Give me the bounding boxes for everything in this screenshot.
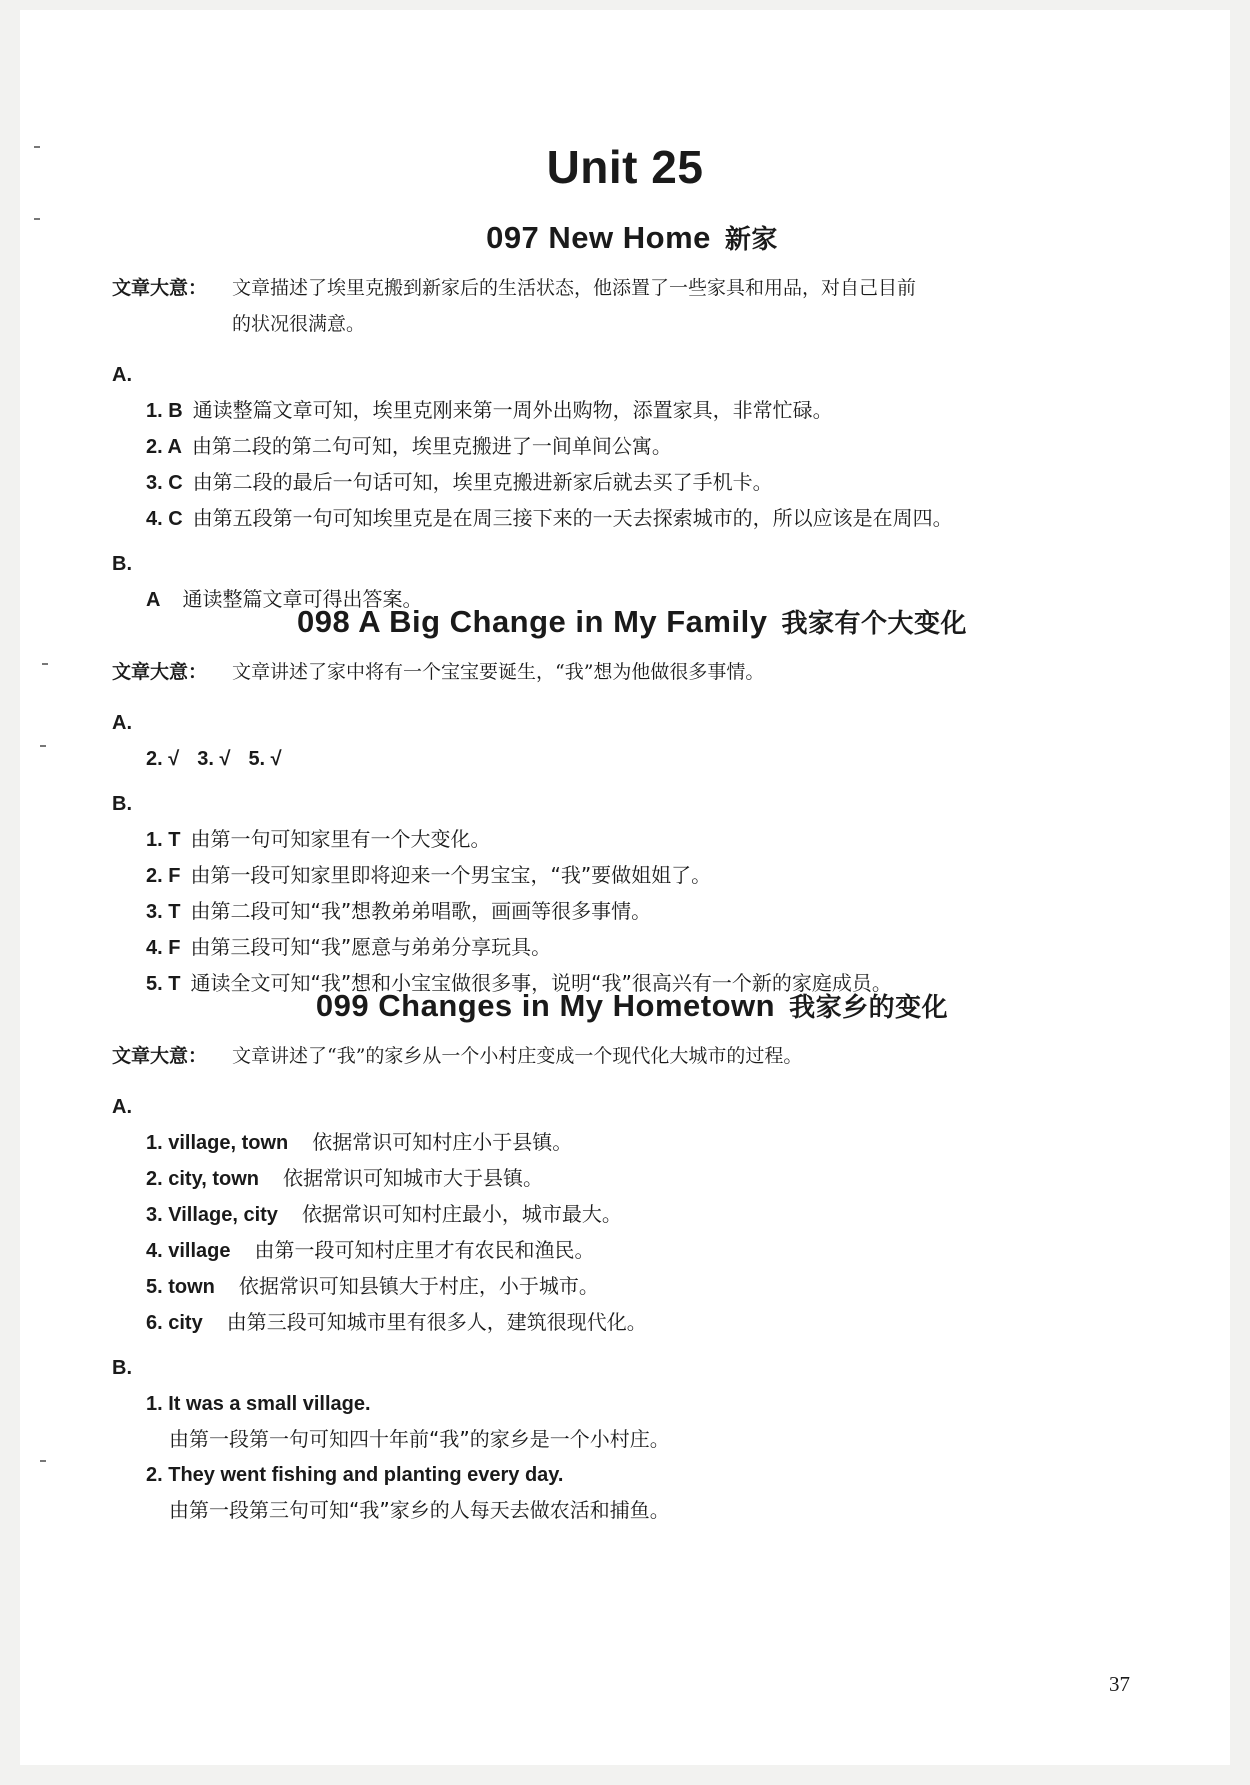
section-title-en: 099 Changes in My Hometown <box>315 988 776 1023</box>
answer-key: 2. A <box>146 436 182 458</box>
section-098 <box>112 600 1152 1002</box>
unit-title: Unit 25 <box>546 141 704 193</box>
answer-explanation: 由第三段可知“我”愿意与弟弟分享玩具。 <box>190 935 552 959</box>
answer-key: 1. village, town <box>146 1132 289 1154</box>
part-label: A. <box>112 712 132 734</box>
answer-item <box>112 1161 1152 1197</box>
answer-item <box>112 1125 1152 1161</box>
answer-explanation: 由第一段可知村庄里才有农民和渔民。 <box>254 1238 595 1262</box>
answer-key: 1. B <box>146 400 183 422</box>
summary-line: 文章描述了埃里克搬到新家后的生活状态，他添置了一些家具和用品，对自己目前 <box>232 277 917 299</box>
answer-key: 5. town <box>146 1276 215 1298</box>
answer-explanation: 依据常识可知城市大于县镇。 <box>282 1166 543 1190</box>
summary-line: 的状况很满意。 <box>232 313 366 335</box>
answer-key: 4. village <box>146 1240 231 1262</box>
check-answers <box>112 741 1152 777</box>
summary-label: 文章大意： <box>112 1045 208 1067</box>
section-title-en: 098 A Big Change in My Family <box>297 604 768 639</box>
answer-item <box>112 393 1152 429</box>
answer-page <box>20 10 1230 1765</box>
answer-key: A <box>146 589 161 611</box>
answer-explanation: 由第二段的第二句可知，埃里克搬进了一间单间公寓。 <box>191 434 672 458</box>
part-label: B. <box>112 553 132 575</box>
answer-key: 2. F <box>146 865 181 887</box>
section-099 <box>112 984 1152 1528</box>
answer-item <box>112 930 1152 966</box>
answer-explanation: 由第一段可知家里即将迎来一个男宝宝，“我”要做姐姐了。 <box>190 863 712 887</box>
answer-sentence-text: 1. It was a small village. <box>146 1393 371 1415</box>
answer-explanation: 依据常识可知县镇大于村庄，小于城市。 <box>238 1274 599 1298</box>
part-label: B. <box>112 1357 132 1379</box>
section-title-en: 097 New Home <box>486 220 711 255</box>
summary-label: 文章大意： <box>112 277 208 299</box>
scan-speck <box>42 663 48 665</box>
answer-sentence-text: 2. They went fishing and planting every day. <box>146 1464 564 1486</box>
answer-key: 5. T <box>146 973 181 995</box>
part-label: B. <box>112 793 132 815</box>
answer-item <box>112 822 1152 858</box>
answer-explanation: 通读整篇文章可得出答案。 <box>182 587 423 611</box>
answer-sentence <box>112 1386 1152 1422</box>
answer-sentence <box>112 1457 1152 1493</box>
answer-item <box>112 894 1152 930</box>
scan-speck <box>40 745 46 747</box>
answer-explanation: 通读整篇文章可知，埃里克刚来第一周外出购物，添置家具，非常忙碌。 <box>192 398 833 422</box>
scan-speck <box>34 218 40 220</box>
answer-item <box>112 465 1152 501</box>
part-label: A. <box>112 1096 132 1118</box>
summary <box>112 270 1152 342</box>
answer-key: 4. F <box>146 937 181 959</box>
check-answer: 5. √ <box>248 748 282 770</box>
answer-key: 3. T <box>146 901 181 923</box>
answer-item <box>112 1197 1152 1233</box>
answer-explanation: 由第一段第一句可知四十年前“我”的家乡是一个小村庄。 <box>169 1427 670 1451</box>
answer-explanation: 由第二段的最后一句话可知，埃里克搬进新家后就去买了手机卡。 <box>192 470 773 494</box>
answer-explanation: 由第三段可知城市里有很多人，建筑很现代化。 <box>226 1310 647 1334</box>
page-number: 37 <box>1109 1672 1130 1696</box>
summary-line: 文章讲述了“我”的家乡从一个小村庄变成一个现代化大城市的过程。 <box>232 1045 803 1067</box>
answer-key: 3. C <box>146 472 183 494</box>
part-label: A. <box>112 364 132 386</box>
section-title-cn: 新家 <box>724 225 778 255</box>
summary <box>112 1038 1152 1074</box>
answer-key: 4. C <box>146 508 183 530</box>
answer-explanation: 依据常识可知村庄小于县镇。 <box>312 1130 573 1154</box>
section-title <box>112 984 1152 1028</box>
summary-line: 文章讲述了家中将有一个宝宝要诞生，“我”想为他做很多事情。 <box>232 661 765 683</box>
answer-explanation: 依据常识可知村庄最小，城市最大。 <box>301 1202 622 1226</box>
answer-explanation: 由第二段可知“我”想教弟弟唱歌，画画等很多事情。 <box>190 899 652 923</box>
answer-item <box>112 429 1152 465</box>
summary-label: 文章大意： <box>112 661 208 683</box>
answer-key: 6. city <box>146 1312 203 1334</box>
answer-key: 1. T <box>146 829 181 851</box>
answer-explanation: 通读全文可知“我”想和小宝宝做很多事，说明“我”很高兴有一个新的家庭成员。 <box>190 971 892 995</box>
check-answer: 2. √ <box>146 748 180 770</box>
scan-speck <box>40 1460 46 1462</box>
section-title-cn: 我家乡的变化 <box>789 993 949 1023</box>
answer-explanation: 由第一句可知家里有一个大变化。 <box>190 827 491 851</box>
answer-item <box>112 1269 1152 1305</box>
section-097 <box>112 216 1152 618</box>
summary <box>112 654 1152 690</box>
answer-item <box>112 858 1152 894</box>
answer-item <box>112 501 1152 537</box>
answer-key: 2. city, town <box>146 1168 259 1190</box>
check-answer: 3. √ <box>197 748 231 770</box>
section-title <box>112 600 1152 644</box>
answer-explanation: 由第一段第三句可知“我”家乡的人每天去做农活和捕鱼。 <box>169 1498 670 1522</box>
section-title <box>112 216 1152 260</box>
answer-key: 3. Village, city <box>146 1204 278 1226</box>
section-title-cn: 我家有个大变化 <box>781 609 967 639</box>
answer-item <box>112 1233 1152 1269</box>
answer-item <box>112 1305 1152 1341</box>
answer-explanation: 由第五段第一句可知埃里克是在周三接下来的一天去探索城市的，所以应该是在周四。 <box>192 506 953 530</box>
